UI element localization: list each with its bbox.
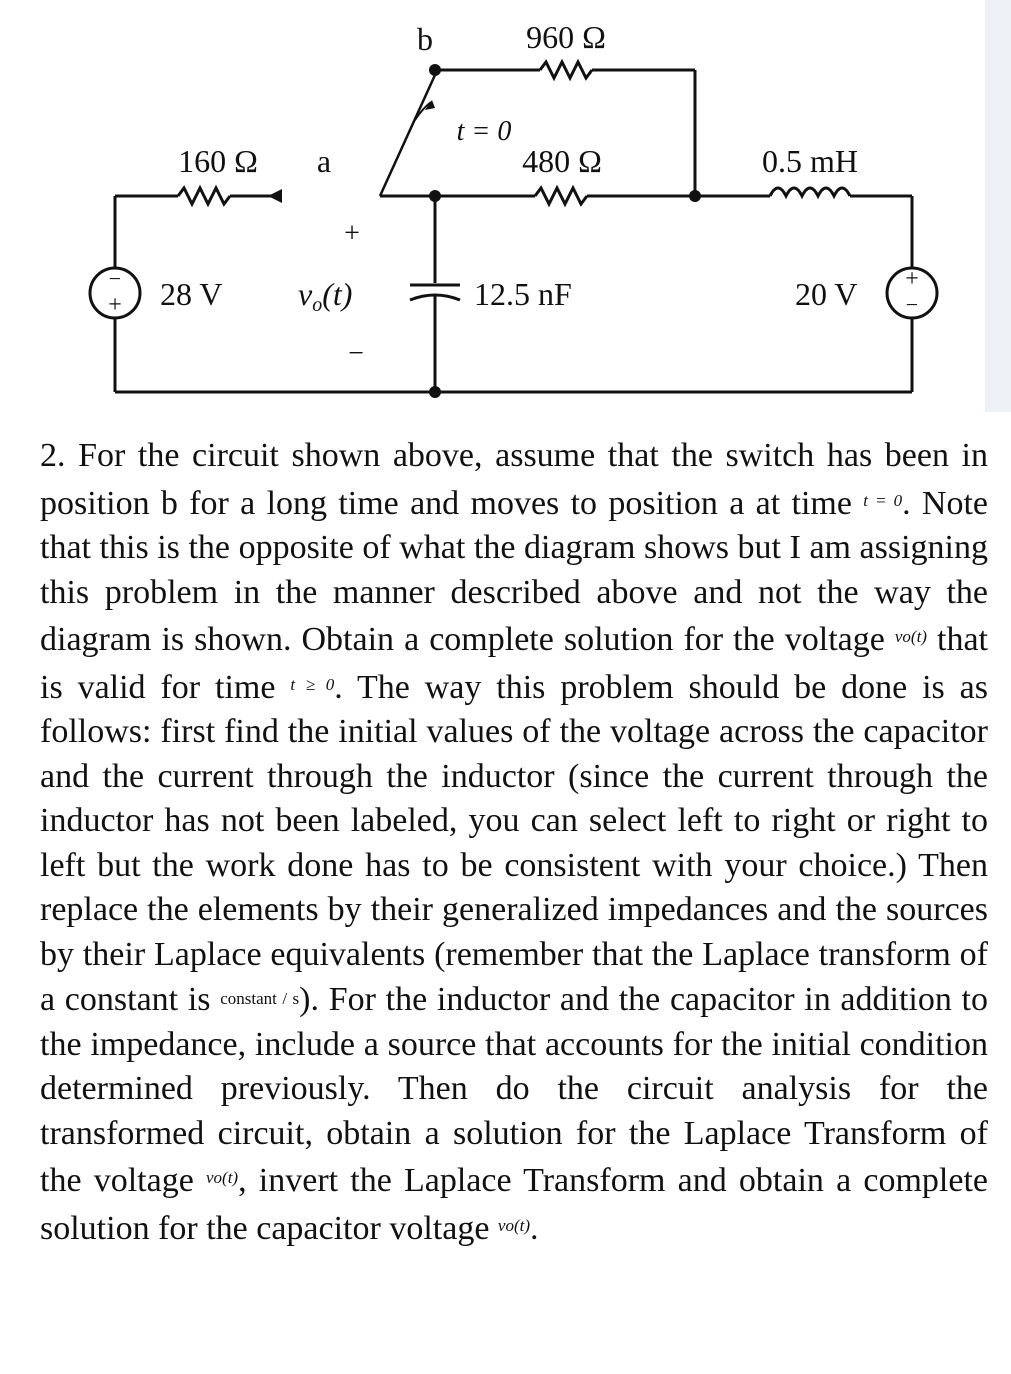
- vo-plus-sign: +: [344, 218, 360, 249]
- math-t-equals-0: t = 0: [863, 490, 903, 510]
- node-a-label: a: [316, 143, 332, 179]
- node-a-arrow: [268, 189, 282, 203]
- source-right-minus: −: [905, 292, 919, 317]
- problem-text-5: ). For the inductor and the capacitor in addition to the impedance, include a source that accounts for the initial condition determined previously. Then do the circuit analysis for the transformed circuit, obtain a solution for the Laplace Transform of the voltage: [40, 981, 988, 1199]
- capacitor-label: 12.5 nF: [474, 276, 572, 312]
- node-bottom-dot: [429, 386, 441, 398]
- problem-text-3: that is valid for time: [40, 621, 988, 706]
- switch-time-label: t = 0: [456, 116, 512, 147]
- problem-text-7: .: [530, 1209, 539, 1247]
- resistor-960-label: 960 Ω: [526, 19, 606, 55]
- math-vo-inline-3: vo(t): [497, 1215, 530, 1235]
- math-t-geq-0: t ≥ 0: [290, 674, 335, 694]
- source-left-minus: −: [108, 266, 122, 291]
- math-vo-inline-1: vo(t): [894, 627, 927, 646]
- node-center-dot: [429, 190, 441, 202]
- vo-minus-sign: −: [348, 338, 364, 369]
- source-left-plus: +: [108, 292, 122, 318]
- resistor-480-label: 480 Ω: [522, 143, 602, 179]
- source-right-label: 20 V: [795, 276, 858, 312]
- node-b-label: b: [417, 21, 433, 57]
- problem-text-1: 2. For the circuit shown above, assume that the switch has been in position b for a long time and moves to position a at time: [40, 437, 988, 522]
- circuit-figure: [0, 0, 1011, 432]
- circuit-diagram: [0, 0, 1011, 432]
- source-right-plus: +: [905, 266, 919, 292]
- problem-statement: [40, 434, 988, 1251]
- math-vo-inline-2: vo(t): [206, 1168, 239, 1187]
- problem-text-6: , invert the Laplace Transform and obtain a complete solution for the capacitor voltage: [40, 1162, 988, 1247]
- math-constant-over-s: constant / s: [220, 989, 300, 1008]
- resistor-960-symbol: [540, 62, 592, 78]
- page-edge-shadow: [985, 0, 1011, 412]
- circuit-wires: [115, 62, 912, 392]
- problem-text-2: . Note that this is the opposite of what the diagram shows but I am assigning this problem in the manner described above and not the way the diagram is shown. Obtain a complete solution for the voltage: [40, 484, 989, 658]
- node-b-dot: [429, 64, 441, 76]
- inductor-symbol: [770, 188, 850, 196]
- resistor-480-symbol: [535, 188, 587, 204]
- problem-text-4: . The way this problem should be done is as follows: first find the initial values of the voltage across the capacitor and the current through the inductor (since the current through the inductor has not been labeled, you can select left to right or right to left but the work done has to be consistent with your choice.) Then replace the elements by their generalized impedances and the sources by their Laplace equivalents (remember that the Laplace transform of a constant is: [40, 668, 988, 1018]
- switch-blade: [380, 75, 435, 196]
- resistor-160-label: 160 Ω: [178, 143, 258, 179]
- source-left-label: 28 V: [160, 276, 223, 312]
- node-right-dot: [689, 190, 701, 202]
- resistor-160-symbol: [178, 188, 230, 204]
- inductor-label: 0.5 mH: [762, 143, 858, 179]
- vo-label: vo(t): [298, 276, 353, 316]
